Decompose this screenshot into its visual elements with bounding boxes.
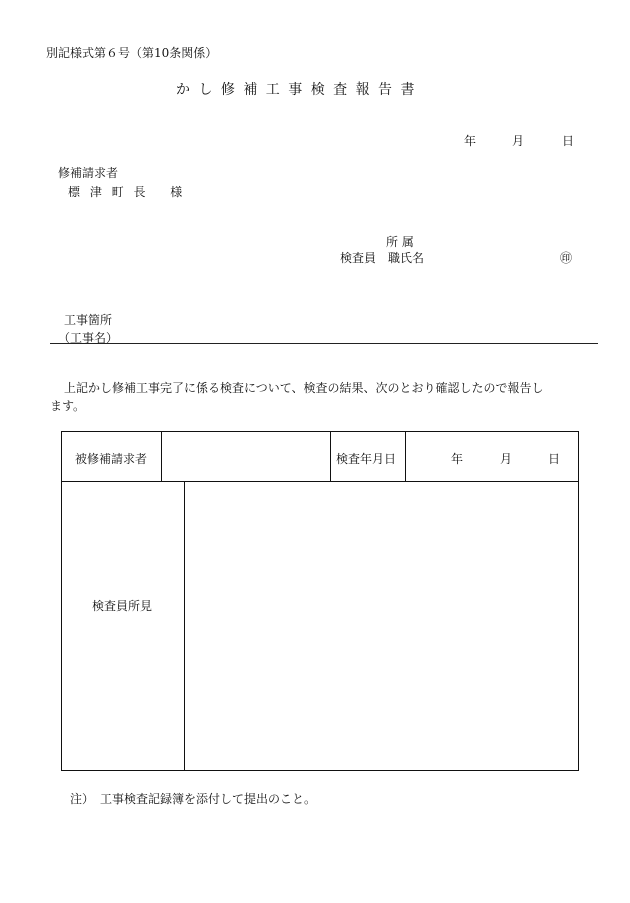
- body-text-line1: 上記かし修補工事完了に係る検査について、検査の結果、次のとおり確認したので報告し: [64, 381, 544, 395]
- table-row-divider: [61, 481, 579, 482]
- table-col-divider-1: [161, 431, 162, 481]
- inspection-date-year: 年: [451, 452, 464, 466]
- date-year: 年: [464, 134, 477, 148]
- date-month: 月: [512, 134, 525, 148]
- requester-label: 修補請求者: [58, 166, 119, 180]
- footnote: 注） 工事検査記録簿を添付して提出のこと。: [70, 792, 317, 806]
- site-label: 工事箇所: [64, 313, 113, 327]
- requester-header: 被修補請求者: [75, 452, 148, 466]
- opinion-cell[interactable]: [186, 483, 577, 769]
- opinion-header: 検査員所見: [92, 599, 153, 613]
- form-number: 別記様式第６号（第10条関係）: [46, 46, 218, 60]
- table-col-divider-3: [405, 431, 406, 481]
- body-text-line2: ます。: [50, 399, 86, 413]
- inspection-date-month: 月: [500, 452, 513, 466]
- affiliation-label: 所 属: [386, 235, 414, 249]
- requester-cell[interactable]: [163, 433, 329, 479]
- date-day: 日: [562, 134, 575, 148]
- addressee: 標 津 町 長 様: [68, 185, 186, 199]
- inspector-label: 検査員: [340, 251, 377, 265]
- table-col-divider-2: [330, 431, 331, 481]
- table-col-divider-4: [184, 481, 185, 771]
- site-underline: [50, 343, 598, 344]
- name-title-label: 職氏名: [388, 251, 425, 265]
- inspection-date-day: 日: [548, 452, 561, 466]
- inspection-date-header: 検査年月日: [336, 452, 397, 466]
- seal-mark: ㊞: [560, 251, 573, 265]
- page-title: か し 修 補 工 事 検 査 報 告 書: [176, 82, 417, 98]
- work-name-label: （工事名）: [58, 331, 119, 345]
